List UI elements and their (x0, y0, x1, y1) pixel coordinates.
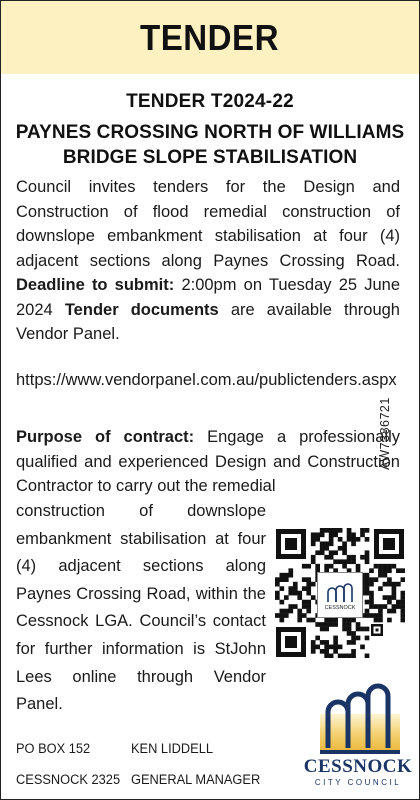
purpose-label: Purpose of contract: (16, 428, 195, 446)
cessnock-arches-icon (325, 580, 355, 604)
deadline-text: 2:00pm on Tuesday 25 June 2024 (16, 276, 400, 319)
purpose-paragraph (16, 425, 400, 499)
purpose-paragraph-continued: construction of downslope embankment stabilisation at four (4) adjacent sections along Paynes Crossing Road, within the Cessnock LGA. Council’s contact for further information is StJohn Lees online through Vendor Panel. (16, 502, 266, 714)
documents-text: are available through Vendor Panel. (16, 300, 400, 343)
intro-text: Council invites tenders for the Design and Construction of flood remedial construction of downslope embankment stabilisation at four (4) adjacent sections along Paynes Crossing Road. (16, 178, 400, 270)
qr-badge-name: CESSNOCK (324, 604, 356, 611)
logo-name: CESSNOCK (303, 756, 413, 777)
signatory-title: GENERAL MANAGER (131, 772, 261, 787)
documents-label: Tender documents (64, 300, 219, 319)
logo-subtitle: CITY COUNCIL (314, 778, 402, 787)
signatory-name: KEN LIDDELL (131, 741, 213, 756)
address-line-1: PO BOX 152 (16, 741, 91, 756)
deadline-label: Deadline to submit: (16, 276, 175, 294)
tender-number: TENDER T2024-22 (126, 91, 294, 112)
cessnock-logo-icon (312, 670, 408, 756)
tender-header-banner (1, 1, 419, 74)
address-line-2: CESSNOCK 2325 (16, 772, 121, 787)
project-title: PAYNES CROSSING NORTH OF WILLIAMS BRIDGE SLOPE STABILISATION (15, 122, 405, 168)
reference-code: AW7386721 (378, 397, 392, 470)
purpose-text-a: Engage a professionally qualified and experienced Design and Construction Contractor to carry out the remedial (16, 428, 400, 495)
vendor-panel-url[interactable]: https://www.vendorpanel.com.au/publictenders.aspx (16, 371, 397, 389)
page-title: TENDER (140, 16, 280, 58)
qr-center-badge (317, 572, 363, 618)
intro-paragraph (16, 175, 400, 347)
